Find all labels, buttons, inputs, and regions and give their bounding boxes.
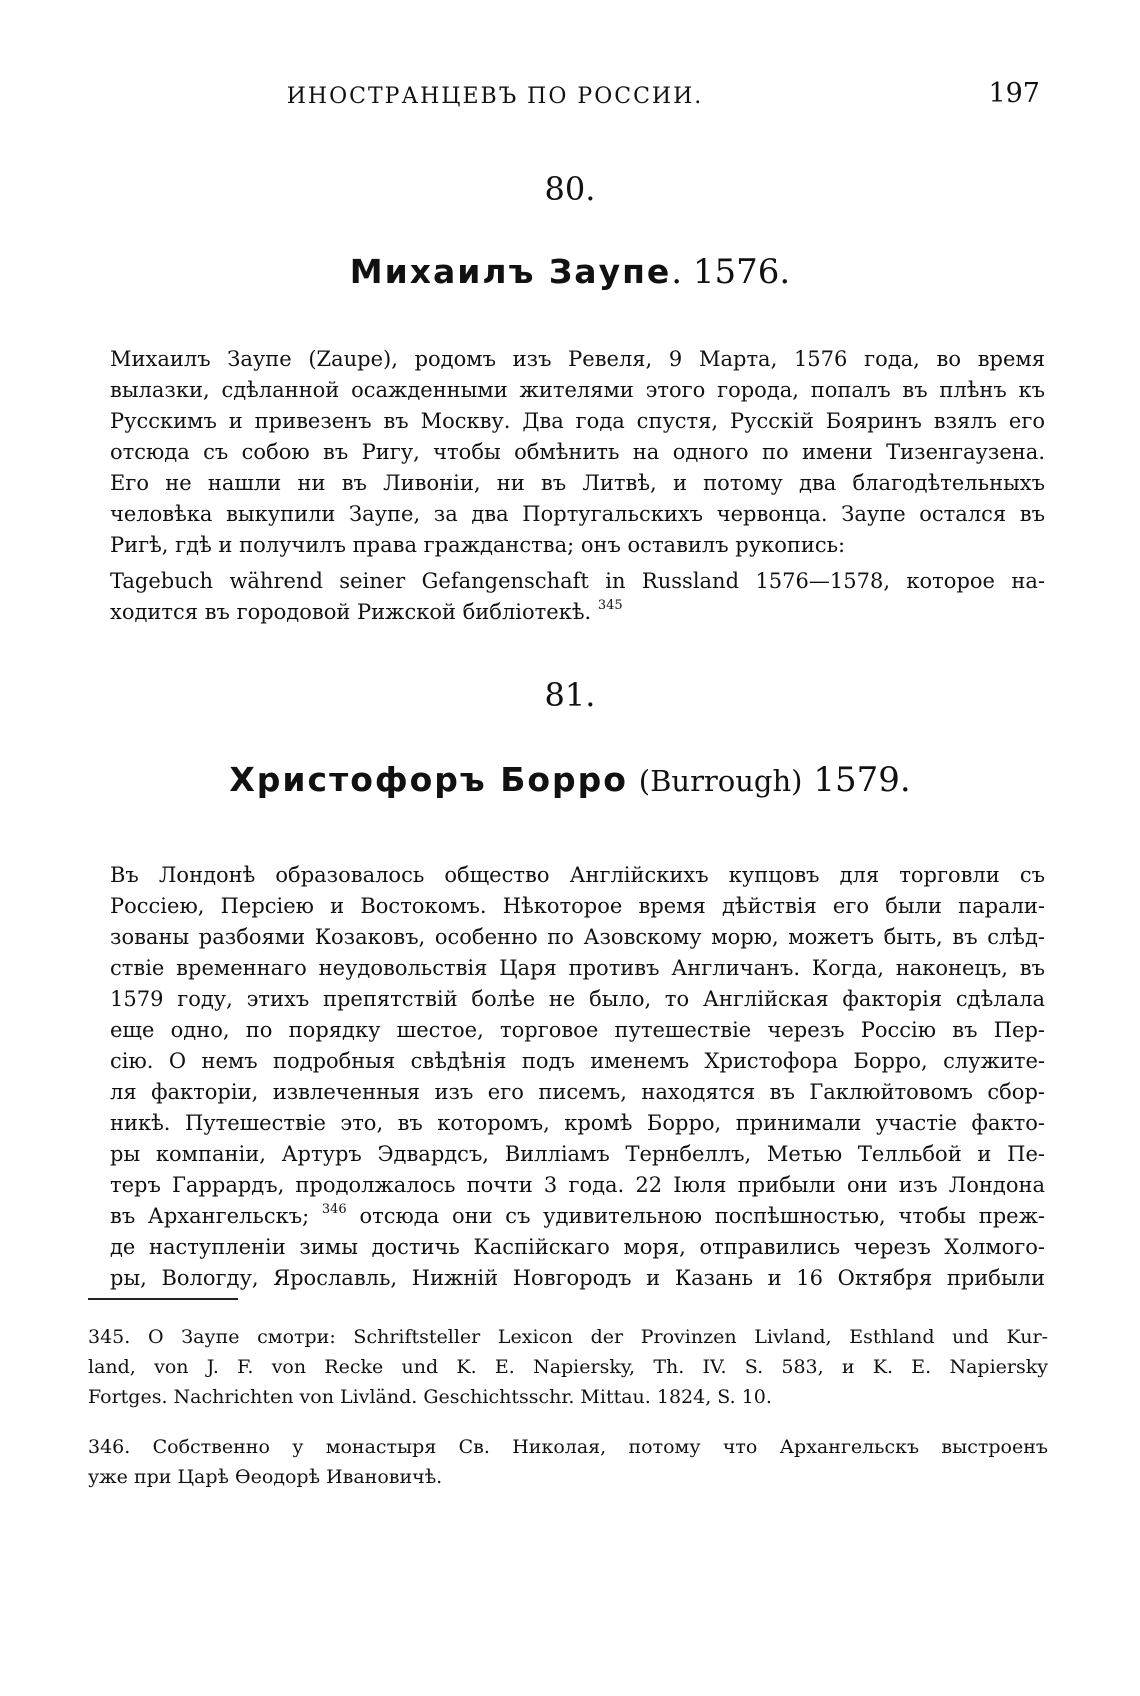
footnote-rule [88, 1298, 238, 1300]
text-line-content: въ Архангельскъ; [110, 1204, 310, 1228]
footnote-line: Fortges. Nachrichten von Livländ. Geschichtsschr. Mittau. 1824, S. 10. [88, 1386, 772, 1408]
text-line: Tagebuch während seiner Gefangenschaft in Russland 1576—1578, которое на- [110, 569, 1045, 593]
text-line: сію. О немъ подробныя свѣдѣнія подъ именемъ Христофора Борро, служите- [110, 1049, 1045, 1073]
text-line: теръ Гаррардъ, продолжалось почти 3 года. 22 Іюля прибыли они изъ Лондона [110, 1173, 1045, 1197]
text-line: 1579 году, этихъ препятствій болѣе не было, то Англійская факторія сдѣлала [110, 987, 1045, 1011]
text-line: Ригѣ, гдѣ и получилъ права гражданства; онъ оставилъ рукопись: [110, 533, 846, 557]
section-heading-81 [0, 760, 1140, 800]
heading-name: Христофоръ Борро [229, 760, 628, 799]
footnote-346 [88, 1432, 1048, 1492]
text-line: Въ Лондонѣ образовалось общество Англійскихъ купцовъ для торговли съ [110, 863, 1045, 887]
section-number-81: 81. [544, 676, 596, 714]
footnote-line: 346. Собственно у монастыря Св. Николая, потому что Архангельскъ выстроенъ [88, 1436, 1048, 1458]
section-number-80: 80. [544, 170, 596, 208]
running-title: ИНОСТРАНЦЕВЪ ПО РОССИИ. [286, 84, 704, 109]
heading-year: . 1576. [671, 252, 791, 292]
text-line: ствіе временнаго неудовольствія Царя противъ Англичанъ. Когда, наконецъ, въ [110, 956, 1045, 980]
page-number: 197 [988, 78, 1040, 109]
footnote-line: 345. О Заупе смотри: Schriftsteller Lexicon der Provinzen Livland, Esthland und Kur- [88, 1326, 1048, 1348]
heading-latin: (Burrough) [638, 764, 803, 798]
text-line: ры компаніи, Артуръ Эдвардсъ, Вилліамъ Тернбеллъ, Метью Телльбой и Пе- [110, 1142, 1045, 1166]
text-line: никѣ. Путешествіе это, въ которомъ, кромѣ Борро, принимали участіе факто- [110, 1111, 1045, 1135]
text-line: де наступленіи зимы достичь Каспійскаго моря, отправились черезъ Холмого- [110, 1235, 1045, 1259]
text-line: вылазки, сдѣланной осажденными жителями этого города, попалъ въ плѣнъ къ [110, 378, 1045, 402]
footnote-line: уже при Царѣ Ѳеодорѣ Ивановичѣ. [88, 1466, 443, 1488]
text-line [110, 597, 1045, 628]
text-line: Россіею, Персіею и Востокомъ. Нѣкоторое время дѣйствія его были парали- [110, 894, 1045, 918]
text-line: Его не нашли ни въ Ливоніи, ни въ Литвѣ, и потому два благодѣтельныхъ [110, 471, 1045, 495]
text-line: ры, Вологду, Ярославль, Нижній Новгородъ и Казань и 16 Октября прибыли [110, 1266, 1045, 1290]
footnote-ref-345: 345 [597, 598, 623, 613]
paragraph-burrough [110, 860, 1045, 1294]
text-line [110, 1201, 1045, 1232]
text-line: человѣка выкупили Заупе, за два Португальскихъ червонца. Заупе остался въ [110, 502, 1045, 526]
text-line-content: ходится въ городовой Рижской библіотекѣ. [110, 600, 592, 624]
heading-year: 1579. [813, 760, 911, 800]
text-line: еще одно, по порядку шестое, торговое путешествіе черезъ Россію въ Пер- [110, 1018, 1045, 1042]
paragraph-tagebuch [110, 566, 1045, 628]
text-line: Михаилъ Заупе (Zaupe), родомъ изъ Ревеля, 9 Марта, 1576 года, во время [110, 347, 1045, 371]
footnote-line: land, von J. F. von Recke und K. E. Napiersky, Th. IV. S. 583, и K. E. Napiersky [88, 1356, 1048, 1378]
text-line-content: отсюда они съ удивительною поспѣшностью, чтобы преж- [359, 1204, 1045, 1228]
text-line: Русскимъ и привезенъ въ Москву. Два года спустя, Русскій Бояринъ взялъ его [110, 409, 1045, 433]
paragraph-zaupe [110, 344, 1045, 561]
footnote-ref-346: 346 [321, 1202, 347, 1217]
heading-name: Михаилъ Заупе [349, 252, 672, 291]
running-head [90, 78, 1050, 118]
text-line: зованы разбоями Козаковъ, особенно по Азовскому морю, можетъ быть, въ слѣд- [110, 925, 1045, 949]
footnote-345 [88, 1322, 1048, 1412]
text-line: отсюда съ собою въ Ригу, чтобы обмѣнить на одного по имени Тизенгаузена. [110, 440, 1045, 464]
text-line: ля факторіи, извлеченныя изъ его писемъ, находятся въ Гаклюйтовомъ сбор- [110, 1080, 1045, 1104]
section-heading-80 [0, 252, 1140, 292]
